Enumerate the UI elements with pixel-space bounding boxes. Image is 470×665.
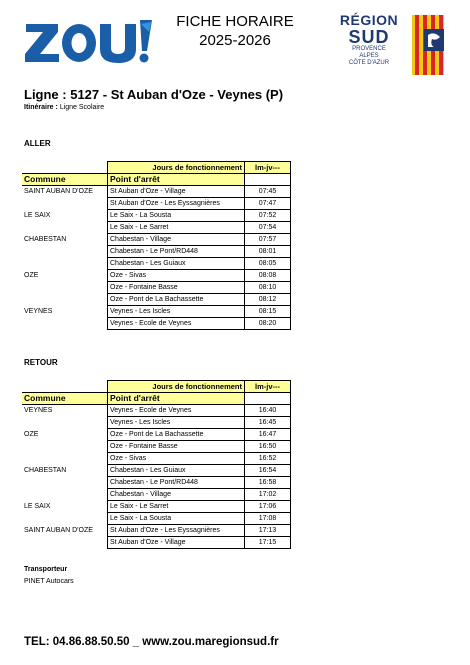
stop-cell: Chabestan - Les Guiaux — [108, 465, 245, 477]
stop-cell: St Auban d'Oze - Village — [108, 537, 245, 549]
time-cell: 07:52 — [245, 210, 291, 222]
sud-word: SUD — [348, 27, 390, 47]
stop-cell: Veynes - Les Iscles — [108, 417, 245, 429]
commune-cell — [22, 294, 108, 306]
commune-cell — [22, 441, 108, 453]
commune-cell — [22, 222, 108, 234]
table-row — [22, 405, 291, 417]
commune-cell — [22, 537, 108, 549]
table-row — [22, 282, 291, 294]
table-row — [22, 537, 291, 549]
point-header: Point d'arrêt — [108, 393, 245, 405]
table-row — [22, 453, 291, 465]
table-row — [22, 501, 291, 513]
footer-contact: TEL: 04.86.88.50.50 _ www.zou.maregionsud.fr — [24, 636, 279, 648]
aller-header-days — [22, 162, 291, 174]
commune-cell — [22, 246, 108, 258]
region-word: RÉGION — [339, 12, 399, 28]
time-cell: 17:15 — [245, 537, 291, 549]
stop-cell: Chabestan - Le Pont/RD448 — [108, 477, 245, 489]
jours-label: Jours de fonctionnement — [108, 162, 245, 174]
itineraire-label: Itinéraire : — [24, 104, 58, 111]
point-header: Point d'arrêt — [108, 174, 245, 186]
time-cell: 16:52 — [245, 453, 291, 465]
commune-cell — [22, 477, 108, 489]
ligne-title: Ligne : 5127 - St Auban d'Oze - Veynes (P) — [24, 87, 284, 102]
table-row — [22, 186, 291, 198]
stop-cell: Le Saix - La Sousta — [108, 210, 245, 222]
commune-header: Commune — [22, 174, 108, 186]
commune-cell: LE SAIX — [24, 212, 51, 219]
table-row — [22, 429, 291, 441]
time-cell: 08:12 — [245, 294, 291, 306]
table-row — [22, 318, 291, 330]
alpes-word: ALPES — [359, 53, 379, 59]
time-cell: 16:50 — [245, 441, 291, 453]
time-cell: 16:45 — [245, 417, 291, 429]
time-cell: 16:54 — [245, 465, 291, 477]
table-row — [22, 306, 291, 318]
jours-label: Jours de fonctionnement — [108, 381, 245, 393]
table-row — [22, 417, 291, 429]
table-row — [22, 246, 291, 258]
time-cell: 17:02 — [245, 489, 291, 501]
commune-cell: SAINT AUBAN D'OZE — [24, 527, 93, 534]
stop-cell: Oze - Fontaine Basse — [108, 282, 245, 294]
stop-cell: Veynes - Ecole de Veynes — [108, 405, 245, 417]
retour-header-columns — [22, 393, 291, 405]
stop-cell: St Auban d'Oze - Village — [108, 186, 245, 198]
commune-cell: OZE — [24, 431, 39, 438]
days-code: lm-jv--- — [245, 381, 291, 393]
table-row — [22, 210, 291, 222]
time-cell: 08:05 — [245, 258, 291, 270]
stop-cell: Oze - Sivas — [108, 270, 245, 282]
commune-cell: VEYNES — [24, 308, 53, 315]
time-cell: 07:57 — [245, 234, 291, 246]
transporteur-label: Transporteur — [24, 566, 68, 573]
stop-cell: Le Saix - Le Sarret — [108, 222, 245, 234]
retour-table — [22, 380, 291, 549]
aller-title: ALLER — [24, 139, 51, 148]
days-code: lm-jv--- — [245, 162, 291, 174]
commune-cell — [22, 513, 108, 525]
provence-word: PROVENCE — [352, 46, 386, 52]
commune-cell: CHABESTAN — [24, 467, 67, 474]
itineraire-line — [24, 104, 104, 111]
stop-cell: Chabestan - Village — [108, 489, 245, 501]
table-row — [22, 258, 291, 270]
table-row — [22, 525, 291, 537]
table-row — [22, 489, 291, 501]
stop-cell: Le Saix - Le Sarret — [108, 501, 245, 513]
time-cell: 08:15 — [245, 306, 291, 318]
region-sud-wordmark — [330, 13, 408, 67]
transporteur-name: PINET Autocars — [24, 578, 74, 585]
table-row — [22, 441, 291, 453]
time-cell: 08:08 — [245, 270, 291, 282]
aller-table — [22, 161, 291, 330]
commune-cell: SAINT AUBAN D'OZE — [24, 188, 93, 196]
table-row — [22, 513, 291, 525]
stop-cell: St Auban d'Oze - Les Eyssagnières — [108, 198, 245, 210]
time-cell: 07:47 — [245, 198, 291, 210]
time-cell: 08:20 — [245, 318, 291, 330]
stop-cell: Le Saix - La Sousta — [108, 513, 245, 525]
time-cell: 16:58 — [245, 477, 291, 489]
commune-cell: VEYNES — [24, 407, 53, 415]
stop-cell: Oze - Pont de La Bachassette — [108, 294, 245, 306]
time-cell: 07:54 — [245, 222, 291, 234]
commune-header: Commune — [22, 393, 108, 405]
time-cell: 08:10 — [245, 282, 291, 294]
time-cell: 17:13 — [245, 525, 291, 537]
time-cell: 16:40 — [245, 405, 291, 417]
commune-cell — [22, 489, 108, 501]
stop-cell: Oze - Fontaine Basse — [108, 441, 245, 453]
commune-cell: OZE — [24, 272, 39, 279]
commune-cell — [22, 282, 108, 294]
fiche-title — [160, 12, 310, 50]
table-row — [22, 222, 291, 234]
commune-cell: CHABESTAN — [24, 236, 67, 243]
commune-cell: LE SAIX — [24, 503, 51, 510]
fiche-title-line2: 2025-2026 — [199, 32, 271, 49]
time-cell: 16:47 — [245, 429, 291, 441]
commune-cell — [22, 258, 108, 270]
stop-cell: St Auban d'Oze - Les Eyssagnières — [108, 525, 245, 537]
stop-cell: Veynes - Les Iscles — [108, 306, 245, 318]
stop-cell: Chabestan - Village — [108, 234, 245, 246]
retour-title: RETOUR — [24, 358, 58, 367]
stop-cell: Chabestan - Les Guiaux — [108, 258, 245, 270]
time-cell: 17:06 — [245, 501, 291, 513]
commune-cell — [22, 453, 108, 465]
fiche-title-line1: FICHE HORAIRE — [176, 13, 294, 30]
time-cell: 08:01 — [245, 246, 291, 258]
time-cell: 07:45 — [245, 186, 291, 198]
commune-cell — [22, 417, 108, 429]
stop-cell: Veynes - Ecole de Veynes — [108, 318, 245, 330]
stop-cell: Chabestan - Le Pont/RD448 — [108, 246, 245, 258]
commune-cell — [22, 318, 108, 330]
table-row — [22, 294, 291, 306]
aller-header-columns — [22, 174, 291, 186]
table-row — [22, 465, 291, 477]
cote-azur-word: CÔTE D'AZUR — [348, 60, 390, 66]
table-row — [22, 270, 291, 282]
table-row — [22, 198, 291, 210]
table-row — [22, 477, 291, 489]
commune-cell — [22, 198, 108, 210]
table-row — [22, 234, 291, 246]
zou-logo — [24, 18, 154, 66]
retour-header-days — [22, 381, 291, 393]
region-sud-logo — [330, 13, 445, 76]
itineraire-value: Ligne Scolaire — [59, 104, 105, 111]
stop-cell: Oze - Sivas — [108, 453, 245, 465]
region-coat-of-arms-icon — [412, 15, 444, 75]
stop-cell: Oze - Pont de La Bachassette — [108, 429, 245, 441]
time-cell: 17:08 — [245, 513, 291, 525]
